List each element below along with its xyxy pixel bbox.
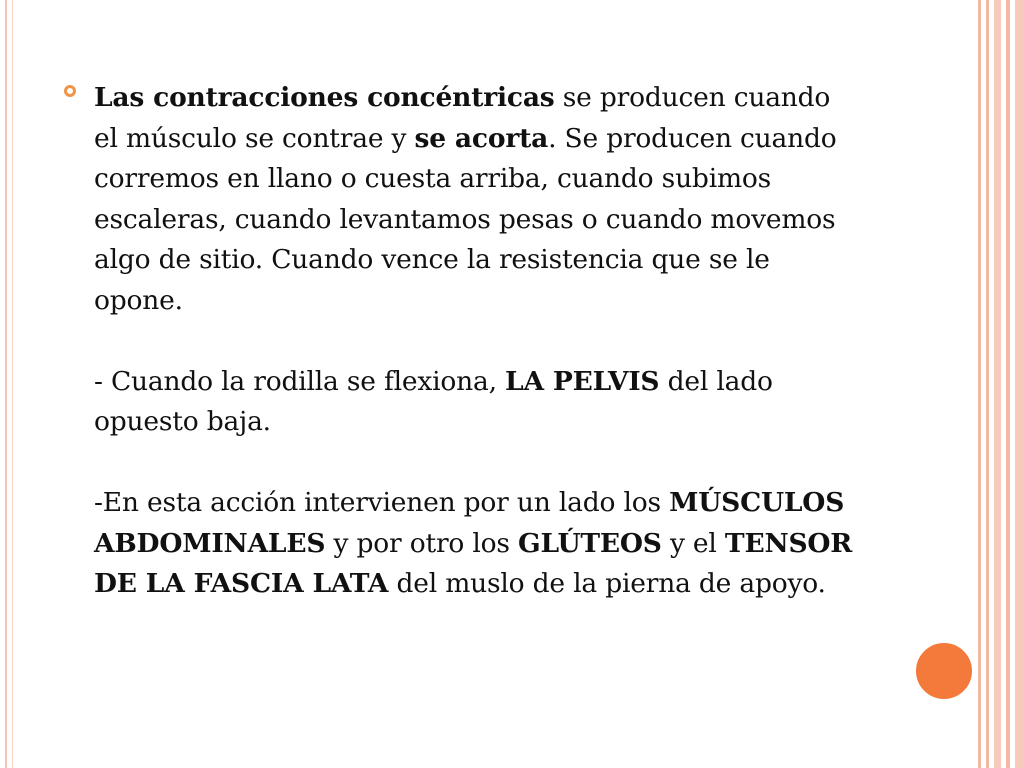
text-run: se producen cuando el músculo se contrae y bbox=[94, 82, 831, 154]
orange-circle-decor bbox=[913, 640, 975, 702]
bold-term: GLÚTEOS bbox=[518, 527, 662, 559]
right-decor-stripe bbox=[986, 0, 989, 768]
left-decor-line-inner bbox=[12, 0, 13, 768]
paragraph-muscles bbox=[94, 483, 862, 605]
paragraph-concentric bbox=[94, 78, 862, 321]
paragraph-pelvis bbox=[94, 362, 862, 443]
left-decor-line bbox=[5, 0, 7, 768]
text-run: y por otro los bbox=[325, 527, 519, 559]
bold-term: TENSOR DE LA FASCIA LATA bbox=[94, 527, 853, 599]
text-run: . Se producen cuando corremos en llano o cuesta arriba, cuando subimos escaleras, cuando levantamos pesas o cuando movemos algo de sitio. Cuando vence la resistencia que se le opone. bbox=[94, 122, 837, 316]
right-decor-stripe bbox=[1015, 0, 1024, 768]
bold-term: LA PELVIS bbox=[505, 365, 660, 397]
slide-body bbox=[62, 78, 862, 605]
text-run: del lado opuesto baja. bbox=[94, 365, 773, 437]
bullet-text bbox=[94, 78, 862, 605]
text-run: y el bbox=[661, 527, 725, 559]
bold-term: se acorta bbox=[414, 122, 549, 154]
right-decor-stripe bbox=[1006, 0, 1010, 768]
right-decor-stripe bbox=[994, 0, 1001, 768]
bullet-ring-icon bbox=[64, 85, 76, 97]
text-run: -En esta acción intervienen por un lado los bbox=[94, 487, 670, 518]
bold-term: MÚSCULOS ABDOMINALES bbox=[94, 487, 845, 559]
text-run: del muslo de la pierna de apoyo. bbox=[388, 568, 826, 599]
text-run: - Cuando la rodilla se flexiona, bbox=[94, 365, 506, 397]
bold-term: Las contracciones concéntricas bbox=[94, 82, 555, 113]
right-decor-stripe bbox=[978, 0, 981, 768]
